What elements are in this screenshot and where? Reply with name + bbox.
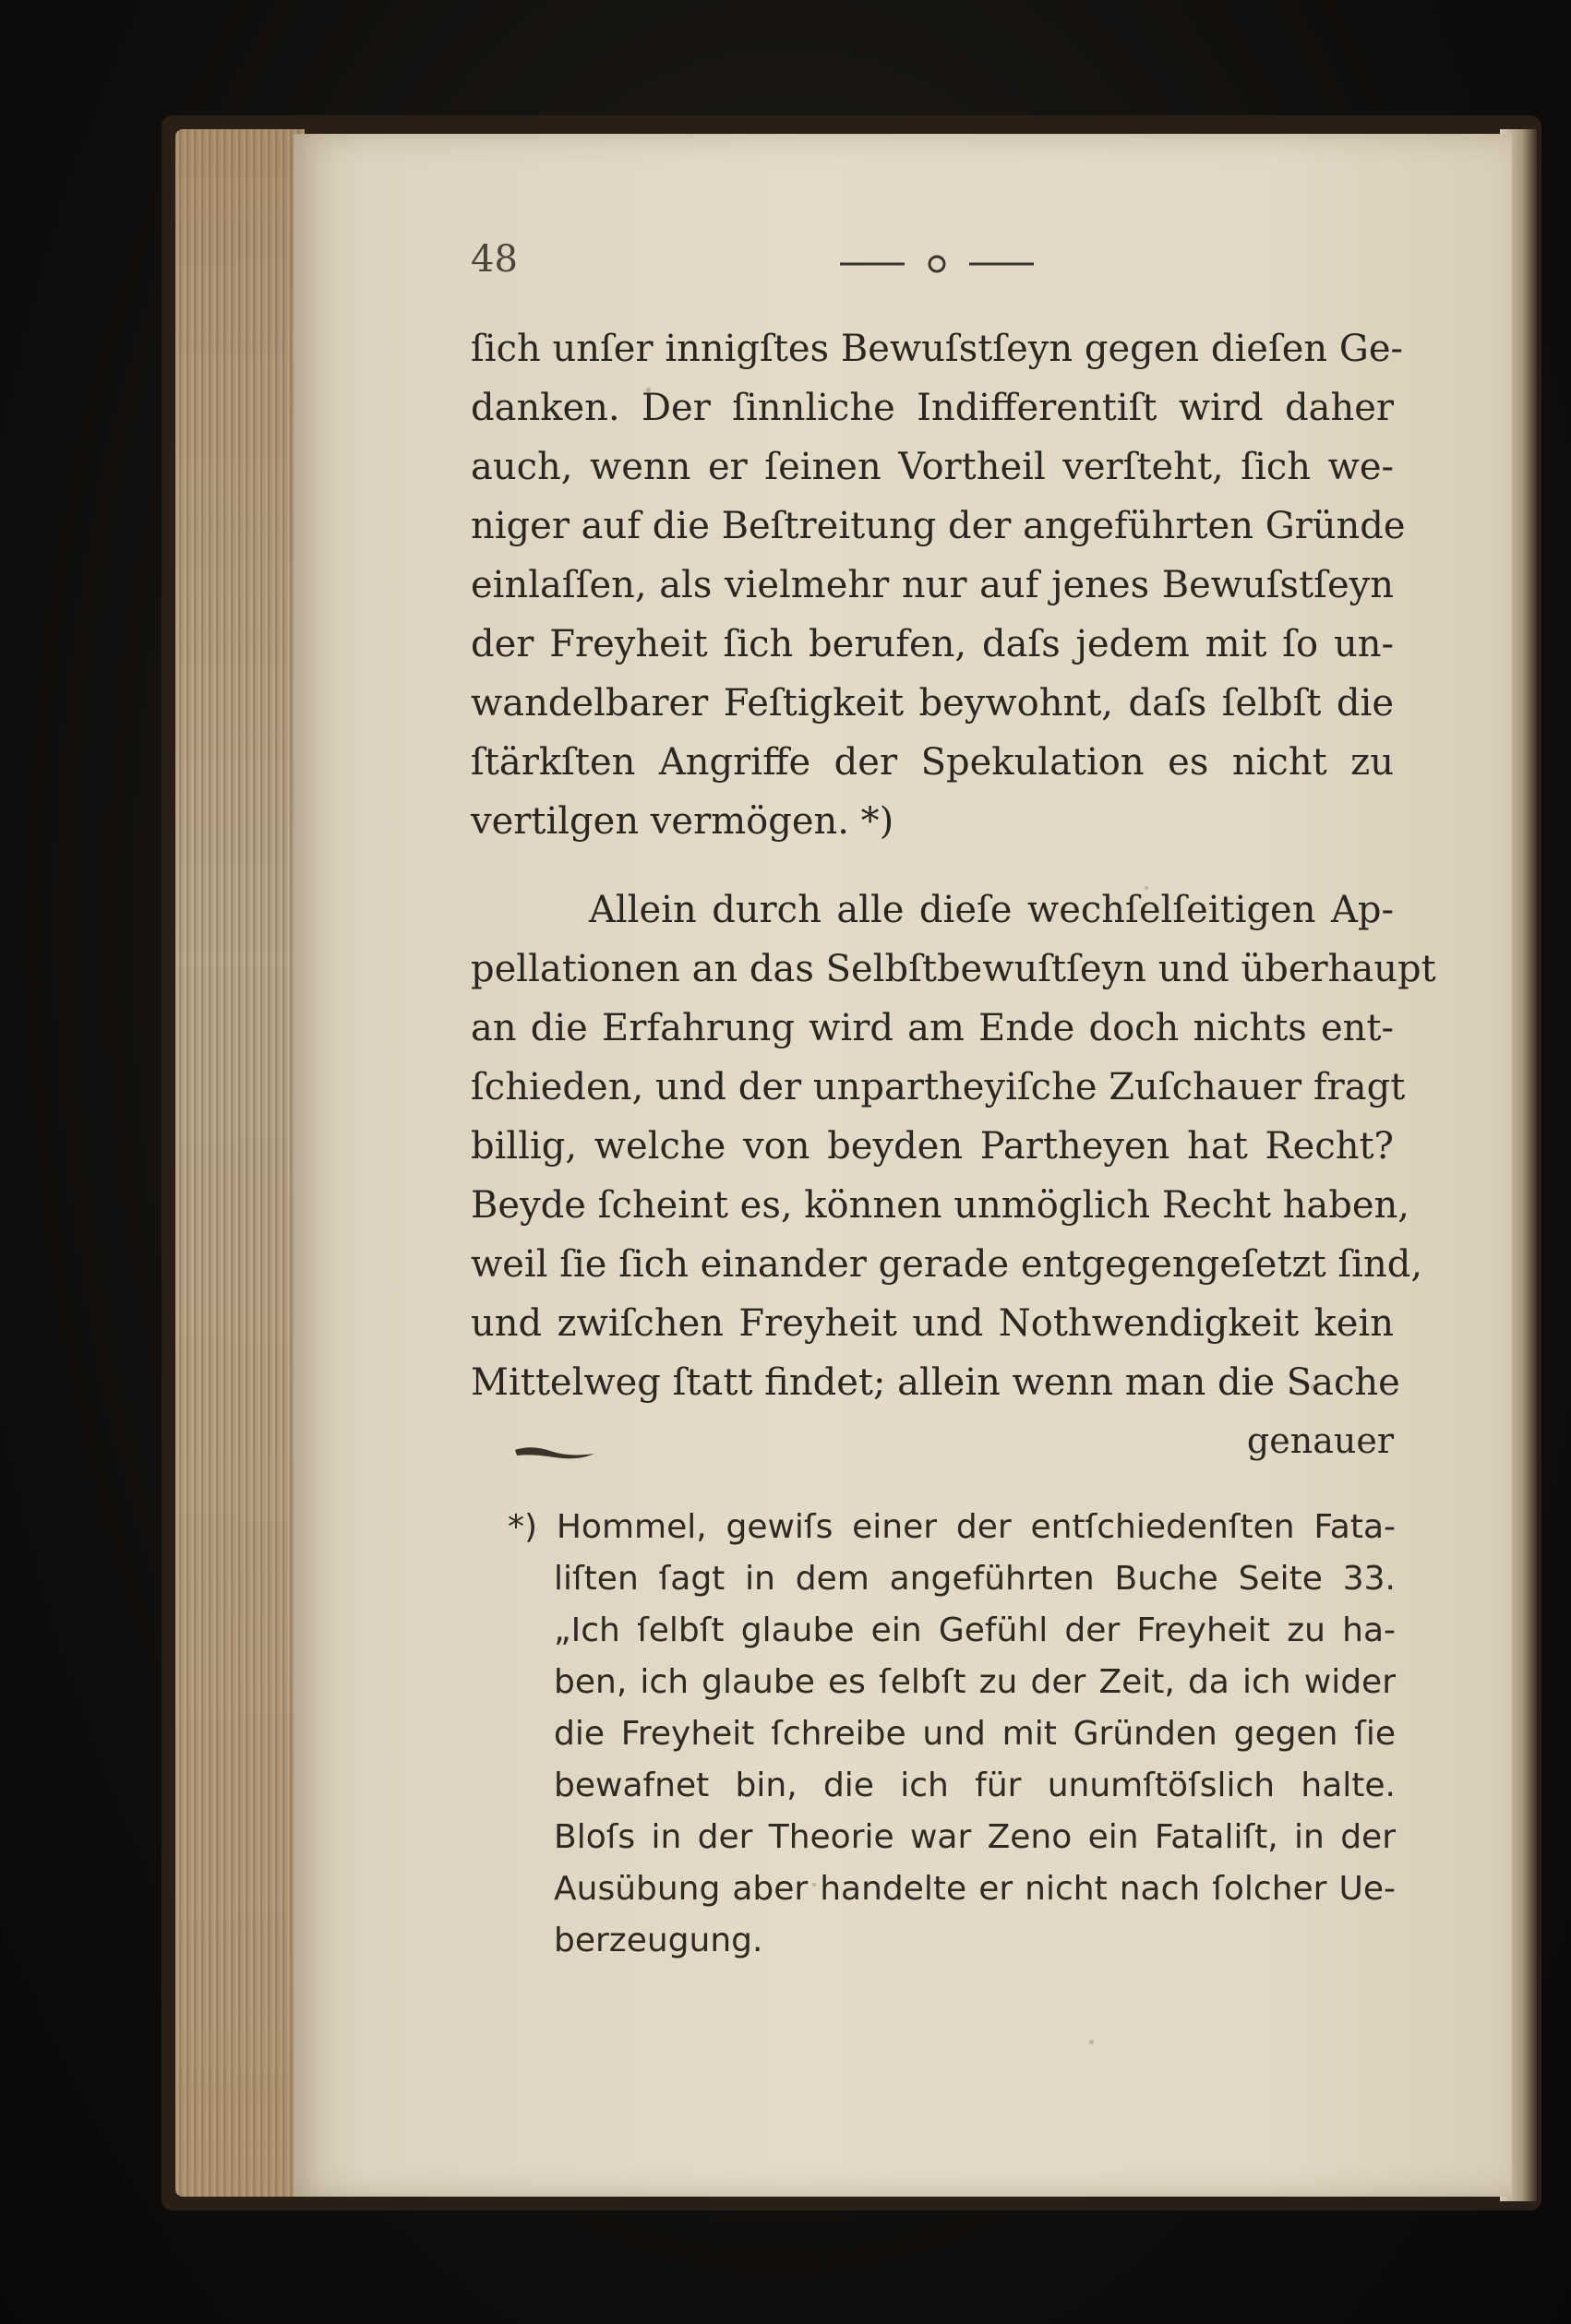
footnote-line: berzeugung. bbox=[554, 1922, 763, 1959]
page-block-edges bbox=[175, 129, 305, 2197]
text-line: ſtärkſten Angriffe der Spekulation es nicht zu bbox=[471, 741, 1394, 784]
footnote-line: liſten ſagt in dem angeführten Buche Seite 33. bbox=[554, 1560, 1396, 1598]
footnote-line: *) Hommel, gewiſs einer der entſchiedenſten Fata- bbox=[508, 1508, 1396, 1546]
footnote-line: „Ich ſelbſt glaube ein Gefühl der Freyheit zu ha- bbox=[554, 1611, 1396, 1649]
text-line: weil ſie ſich einander gerade entgegengeſetzt ſind, bbox=[471, 1243, 1423, 1286]
text-line: pellationen an das Selbſtbewuſtſeyn und überhaupt bbox=[471, 948, 1436, 990]
text-line: ſich unſer innigſtes Bewuſstſeyn gegen dieſen Ge- bbox=[471, 328, 1404, 370]
text-line: niger auf die Beſtreitung der angeführten Gründe bbox=[471, 505, 1406, 547]
footnote-line: ben, ich glaube es ſelbſt zu der Zeit, da ich wider bbox=[554, 1663, 1396, 1701]
text-line: einlaſſen, als vielmehr nur auf jenes Bewuſstſeyn bbox=[471, 564, 1394, 606]
page-number: 48 bbox=[471, 238, 518, 281]
text-line: auch, wenn er ſeinen Vortheil verſteht, ſich we- bbox=[471, 446, 1394, 488]
text-line: vertilgen vermögen. *) bbox=[471, 800, 894, 843]
text-line: billig, welche von beyden Partheyen hat Recht? bbox=[471, 1125, 1394, 1168]
footnote-line: bewafnet bin, die ich für unumſtöſslich halte. bbox=[554, 1767, 1396, 1804]
text-line: und zwiſchen Freyheit und Nothwendigkeit kein bbox=[471, 1302, 1394, 1345]
paper-speckle bbox=[1089, 2040, 1094, 2044]
header-ornament-icon bbox=[831, 255, 1043, 273]
footnote-line: die Freyheit ſchreibe und mit Gründen gegen ſie bbox=[554, 1715, 1396, 1753]
text-line: Allein durch alle dieſe wechſelſeitigen Ap- bbox=[589, 889, 1394, 931]
text-line: wandelbarer Feſtigkeit beywohnt, daſs ſelbſt die bbox=[471, 682, 1394, 725]
text-line: Mittelweg ſtatt findet; allein wenn man die Sache bbox=[471, 1361, 1400, 1404]
page-header bbox=[471, 238, 1394, 293]
footnote-line: Ausübung aber handelte er nicht nach ſolcher Ue- bbox=[554, 1870, 1396, 1908]
text-line: an die Erfahrung wird am Ende doch nichts ent- bbox=[471, 1007, 1394, 1049]
text-line: der Freyheit ſich berufen, daſs jedem mit ſo un- bbox=[471, 623, 1394, 665]
catchword: genauer bbox=[1246, 1420, 1394, 1461]
text-line: ſchieden, und der unpartheyiſche Zuſchauer fragt bbox=[471, 1066, 1406, 1108]
ink-smudge-icon bbox=[513, 1443, 596, 1463]
text-line: Beyde ſcheint es, können unmöglich Recht haben, bbox=[471, 1184, 1409, 1227]
text-line: danken. Der ſinnliche Indifferentiſt wird daher bbox=[471, 387, 1394, 429]
footnote-line: Bloſs in der Theorie war Zeno ein Fataliſt, in der bbox=[554, 1818, 1396, 1856]
